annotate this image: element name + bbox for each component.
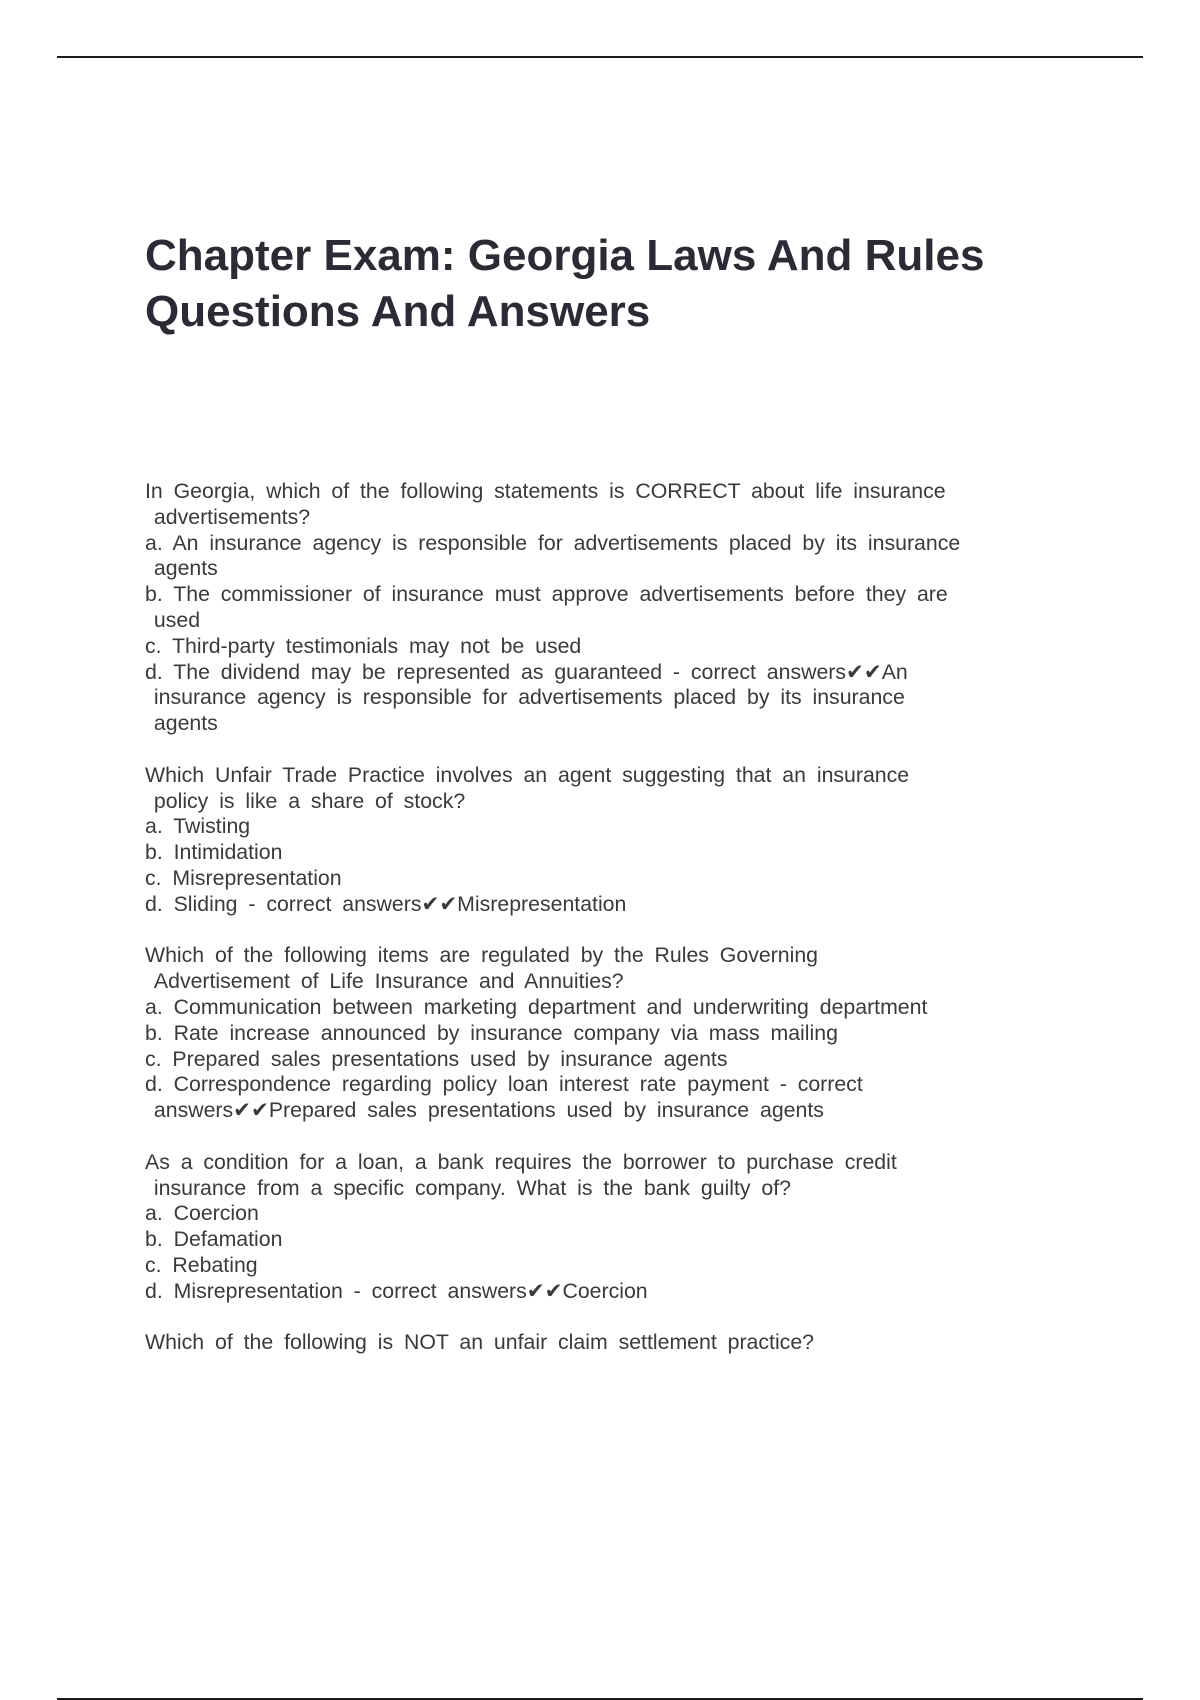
qa-text-line: Advertisement of Life Insurance and Annuities? xyxy=(153,969,624,994)
page-title xyxy=(145,228,1105,340)
question-block xyxy=(145,1330,1085,1356)
qa-text-line: c. Third-party testimonials may not be used xyxy=(145,633,582,658)
qa-text-line: b. The commissioner of insurance must approve advertisements before they are xyxy=(145,582,948,607)
qa-text-line: b. Intimidation xyxy=(145,840,283,865)
question-block xyxy=(145,943,1085,1124)
question-block xyxy=(145,479,1085,737)
qa-text-line: policy is like a share of stock? xyxy=(153,788,466,813)
qa-text-line: c. Misrepresentation xyxy=(145,865,342,890)
qa-text-line: a. Twisting xyxy=(145,814,251,839)
title-line-2: Questions And Answers xyxy=(145,287,651,336)
qa-text-line: a. Coercion xyxy=(145,1201,259,1226)
qa-text-line: answers✔✔Prepared sales presentations used by insurance agents xyxy=(153,1098,824,1123)
question-text-line: Which of the following items are regulated by the Rules Governing xyxy=(145,943,819,968)
qa-text-line: insurance from a specific company. What is the bank guilty of? xyxy=(153,1175,792,1200)
qa-text-line: advertisements? xyxy=(153,504,311,529)
qa-text-line: b. Defamation xyxy=(145,1227,283,1252)
qa-content xyxy=(145,479,1085,1382)
qa-text-line: b. Rate increase announced by insurance company via mass mailing xyxy=(145,1020,838,1045)
qa-text-line: d. Correspondence regarding policy loan interest rate payment - correct xyxy=(145,1072,863,1097)
qa-text-line: d. The dividend may be represented as guaranteed - correct answers✔✔An xyxy=(145,659,908,684)
qa-text-line: d. Misrepresentation - correct answers✔✔Coercion xyxy=(145,1278,648,1303)
question-text-line: In Georgia, which of the following statements is CORRECT about life insurance xyxy=(145,479,946,503)
qa-text-line: a. An insurance agency is responsible for advertisements placed by its insurance xyxy=(145,530,961,555)
qa-text-line: agents xyxy=(153,711,218,736)
qa-text-line: d. Sliding - correct answers✔✔Misrepresentation xyxy=(145,891,627,916)
qa-text-line: c. Rebating xyxy=(145,1252,258,1277)
qa-text-line: c. Prepared sales presentations used by insurance agents xyxy=(145,1046,728,1071)
question-block xyxy=(145,1150,1085,1305)
top-rule xyxy=(57,56,1143,58)
question-text-line: Which of the following is NOT an unfair claim settlement practice? xyxy=(145,1330,815,1355)
title-line-1: Chapter Exam: Georgia Laws And Rules xyxy=(145,231,985,280)
question-text-line: Which Unfair Trade Practice involves an agent suggesting that an insurance xyxy=(145,762,910,787)
qa-text-line: insurance agency is responsible for advertisements placed by its insurance xyxy=(153,685,905,710)
qa-text-line: used xyxy=(153,607,201,632)
question-text-line: As a condition for a loan, a bank requires the borrower to purchase credit xyxy=(145,1149,897,1174)
question-block xyxy=(145,763,1085,918)
qa-text-line: agents xyxy=(153,556,218,581)
qa-text-line: a. Communication between marketing department and underwriting department xyxy=(145,994,928,1019)
